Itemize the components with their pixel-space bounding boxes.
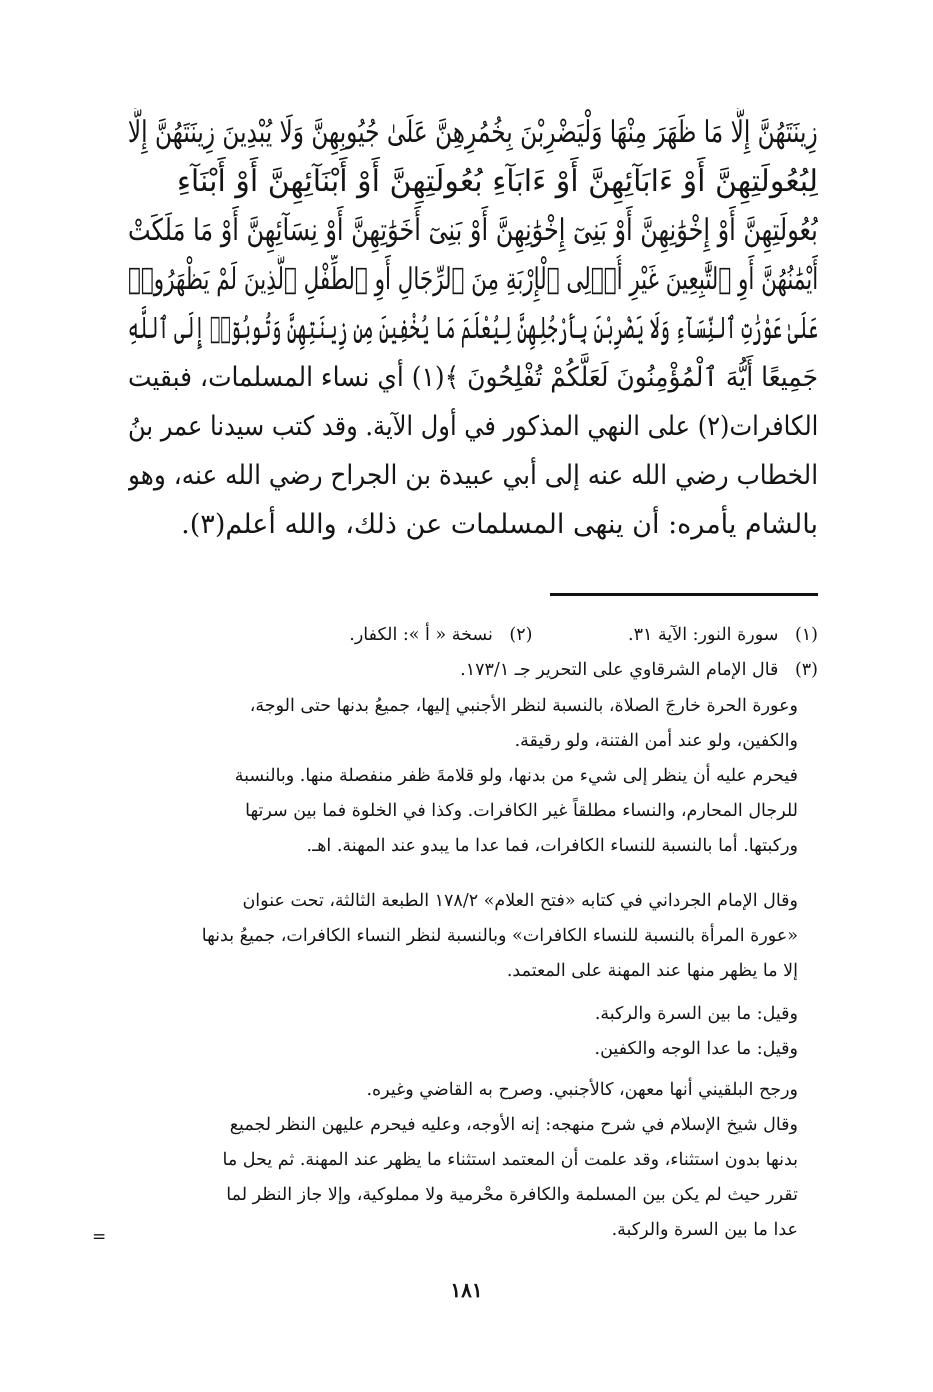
text-line-7: الكافرات(٢) على النهي المذكور في أول الآية. وقد كتب سيدنا عمر بنُ — [128, 411, 818, 442]
footnote-1-number: (١) — [794, 625, 818, 645]
page-number: ١٨١ — [450, 1278, 483, 1302]
footnote-line: «عورة المرأة بالنسبة للنساء الكافرات» وبالنسبة لنظر النساء الكافرات، جميعُ بدنها — [201, 926, 798, 946]
footnote-line: فيحرم عليه أن ينظر إلى شيء من بدنها، ولو قلامةَ ظفر منفصلة منها. وبالنسبة — [234, 766, 798, 786]
footnote-line: للرجال المحارم، والنساء مطلقاً غير الكافرات. وكذا في الخلوة فما بين سرتها — [245, 801, 798, 821]
verse-line-2: لِبُعُولَتِهِنَّ أَوْ ءَابَآئِهِنَّ أَوْ ءَابَآءِ بُعُولَتِهِنَّ أَوْ أَبْنَآئِهِنَّ أَوْ أَبْنَآءِ — [176, 164, 818, 199]
footnote-line: تقرر حيث لم يكن بين المسلمة والكافرة محْرمية ولا مملوكية، وإلا جاز النظر لما — [226, 1185, 798, 1205]
footnote-2 — [349, 618, 532, 652]
footnote-line: وعورة الحرة خارجَ الصلاة، بالنسبة لنظر الأجنبي إليها، جميعُ بدنها حتى الوجهَ، — [249, 696, 798, 716]
footnote-1-text: سورة النور: الآية ٣١. — [628, 625, 779, 645]
footnote-line: وركبتها. أما بالنسبة للنساء الكافرات، فما عدا ما يبدو عند المهنة. اهـ. — [306, 836, 798, 856]
footnote-3-number: (٣) — [794, 660, 818, 680]
footnote-1 — [628, 618, 818, 652]
main-text-block — [128, 108, 818, 549]
footnote-line: ورجح البلقيني أنها معهن، كالأجنبي. وصرح به القاضي وغيره. — [366, 1080, 798, 1100]
footnote-line: عدا ما بين السرة والركبة. — [611, 1220, 798, 1240]
footnote-line: إلا ما يظهر منها عند المهنة على المعتمد. — [506, 961, 798, 981]
footnote-2-text: نسخة « أ »: الكفار. — [349, 625, 493, 645]
footnote-3 — [92, 653, 818, 687]
verse-line-4: أَيْمَٰنُهُنَّ أَوِ ٱلتَّٰبِعِينَ غَيْرِ أُو۟لِى ٱلْإِرْبَةِ مِنَ ٱلرِّجَالِ أَوِ ٱلطِّفْلِ ٱلَّذِينَ لَمْ يَظْهَرُوا۟ — [128, 262, 818, 297]
footnote-line: والكفين، ولو عند أمن الفتنة، ولو رقيقة. — [514, 731, 798, 751]
continuation-mark: = — [92, 1227, 107, 1247]
verse-line-1: زِينَتَهُنَّ إِلَّا مَا ظَهَرَ مِنْهَا وَلْيَضْرِبْنَ بِخُمُرِهِنَّ عَلَىٰ جُيُوبِهِنَّ وَلَا يُبْدِينَ زِينَتَهُنَّ إِلَّا — [128, 115, 818, 150]
footnote-row-1-2 — [92, 618, 818, 652]
footnote-line: وقال شيخ الإسلام في شرح منهجه: إنه الأوجه، وعليه فيحرم عليهن النظر لجميع — [229, 1115, 798, 1135]
footnote-line: بدنها بدون استثناء، وقد علمت أن المعتمد استثناء ما يظهر عند المهنة. ثم يحل ما — [222, 1150, 798, 1170]
footnote-separator — [550, 593, 818, 596]
footnote-3-text: قال الإمام الشرقاوي على التحرير جـ ١٧٣/١. — [460, 660, 779, 680]
footnote-line: وقيل: ما عدا الوجه والكفين. — [594, 1039, 798, 1059]
footnote-2-number: (٢) — [509, 625, 533, 645]
text-line-6: جَمِيعًا أَيُّهَ ٱلْمُؤْمِنُونَ لَعَلَّكُمْ تُفْلِحُونَ ﴾(١) أي نساء المسلمات، فبقيت — [128, 362, 818, 393]
verse-line-5: عَلَىٰ عَوْرَٰتِ ٱلنِّسَآءِ وَلَا يَضْرِبْنَ بِأَرْجُلِهِنَّ لِيُعْلَمَ مَا يُخْفِينَ مِن زِينَتِهِنَّ وَتُوبُوٓا۟ إِلَى ٱللَّهِ — [128, 311, 818, 346]
footnote-line: وقال الإمام الجرداني في كتابه «فتح العلام» ١٧٨/٢ الطبعة الثالثة، تحت عنوان — [242, 891, 798, 911]
footnote-line: وقيل: ما بين السرة والركبة. — [594, 1004, 798, 1024]
verse-line-3: بُعُولَتِهِنَّ أَوْ إِخْوَٰنِهِنَّ أَوْ بَنِىٓ إِخْوَٰنِهِنَّ أَوْ بَنِىٓ أَخَوَٰتِهِنَّ أَوْ نِسَآئِهِنَّ أَوْ مَا مَلَكَتْ — [128, 213, 818, 248]
text-line-9: بالشام يأمره: أن ينهى المسلمات عن ذلك، والله أعلم(٣). — [181, 509, 818, 540]
text-line-8: الخطاب رضي الله عنه إلى أبي عبيدة بن الجراح رضي الله عنه، وهو — [128, 460, 818, 491]
